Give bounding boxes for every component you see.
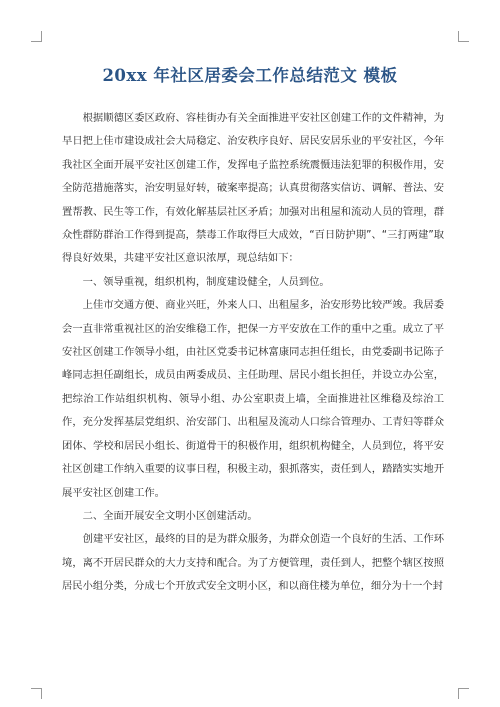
crop-mark-top-right xyxy=(458,31,469,42)
document-body xyxy=(62,107,444,599)
crop-mark-bottom-left xyxy=(31,688,42,699)
document-title: 20xx 年社区居委会工作总结范文 模板 xyxy=(102,66,398,85)
paragraph-section-2: 创建平安社区，最终的目的是为群众服务，为群众创造一个良好的生活、工作环境，离不开居民群众的大力支持和配合。为了方便管理，责任到人，把整个辖区按照居民小组分类，分成七个开放式安全文明小区，和以商住楼为单位，细分为十一个封 xyxy=(62,533,444,593)
crop-mark-top-left xyxy=(31,31,42,42)
heading-section-1: 一、领导重视，组织机构，制度建设健全，人员到位。 xyxy=(82,275,330,288)
heading-section-2: 二、全面开展安全文明小区创建活动。 xyxy=(82,509,258,522)
paragraph-intro: 根据顺德区委区政府、容桂街办有关全面推进平安社区创建工作的文件精神，为早日把上佳市建设成社会大局稳定、治安秩序良好、居民安居乐业的平安社区，今年我社区全面开展平安社区创建工作，发挥电子监控系统震慑违法犯罪的积极作用，安全防范措施落实，治安明显好转，破案率提高；认真贯彻落实信访、调解、普法、安置帮教、民生等工作，有效化解基层社区矛盾；加强对出租屋和流动人员的管理，群众性群防群治工作得到提高，禁毒工作取得巨大成效，“百日防护期”、“三打两建”取得良好效果，共建平安社区意识浓厚，现总结如下： xyxy=(62,112,444,265)
paragraph-section-1: 上佳市交通方便、商业兴旺，外来人口、出租屋多，治安形势比较严竣。我居委会一直非常重视社区的治安维稳工作，把保一方平安放在工作的重中之重。成立了平安社区创建工作领导小组，由社区党委书记林富康同志担任组长，由党委副书记陈子峰同志担任副组长，成员由两委成员、主任助理、居民小组长担任，并设立办公室，把综治工作站组织机构、领导小组、办公室职责上墙，全面推进社区维稳及综治工作，充分发挥基层党组织、治安部门、出租屋及流动人口综合管理办、工青妇等群众团体、学校和居民小组长、街道骨干的积极作用，组织机构健全，人员到位，将平安社区创建工作纳入重要的议事日程，积极主动，狠抓落实，责任到人，踏踏实实地开展平安社区创建工作。 xyxy=(62,299,444,499)
crop-mark-bottom-right xyxy=(458,688,469,699)
